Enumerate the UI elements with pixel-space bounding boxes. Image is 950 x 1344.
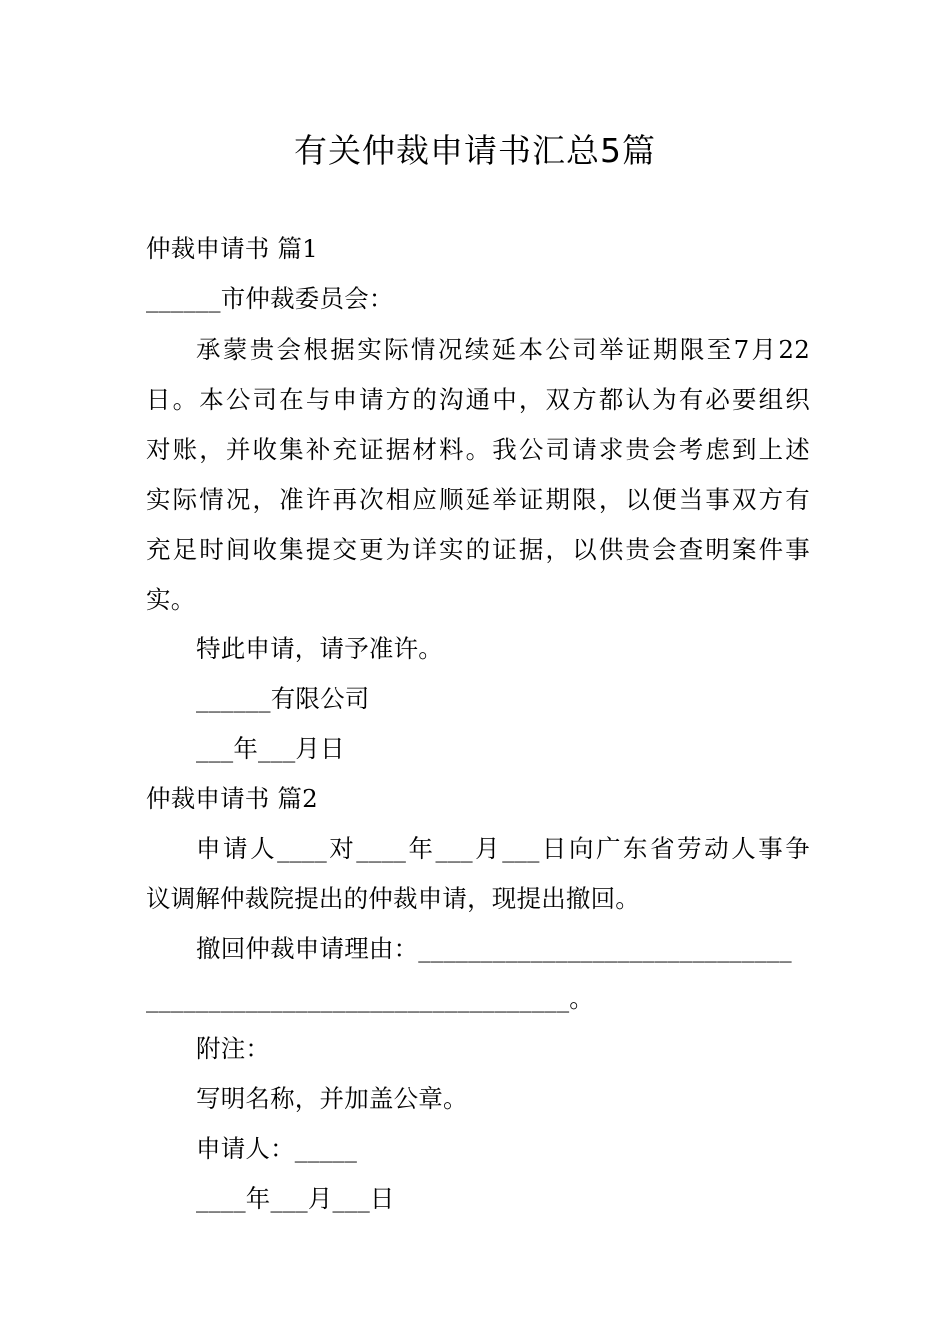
section1-request: 特此申请，请予准许。	[196, 634, 443, 663]
section2-body-line: 议调解仲裁院提出的仲裁申请，现提出撤回。	[146, 884, 640, 913]
section2-heading: 仲裁申请书 篇2	[146, 784, 318, 813]
section2-body-line: 申请人____对____年___月___日向广东省劳动人事争	[196, 834, 810, 863]
section1-body-line: 日。本公司在与申请方的沟通中，双方都认为有必要组织	[146, 385, 810, 414]
section1-body-line: 实际情况，准许再次相应顺延举证期限，以便当事双方有	[146, 485, 810, 514]
section1-body-line: 承蒙贵会根据实际情况续延本公司举证期限至7月22	[196, 335, 810, 364]
section1-date: ___年___月日	[196, 734, 345, 763]
section2-applicant: 申请人：_____	[196, 1134, 358, 1163]
document-title: 有关仲裁申请书汇总5篇	[294, 131, 656, 170]
section2-note-label: 附注：	[196, 1034, 271, 1063]
section2-reason-line: __________________________________。	[146, 984, 594, 1013]
section1-body-line: 对账，并收集补充证据材料。我公司请求贵会考虑到上述	[146, 435, 810, 464]
section1-heading: 仲裁申请书 篇1	[146, 234, 318, 263]
section2-reason-line: 撤回仲裁申请理由：______________________________	[196, 934, 792, 963]
section2-date: ____年___月___日	[196, 1184, 395, 1213]
section1-addressee: ______市仲裁委员会：	[146, 284, 394, 313]
section1-body-line: 实。	[146, 585, 196, 614]
section1-body-line: 充足时间收集提交更为详实的证据，以供贵会查明案件事	[146, 535, 810, 564]
section1-company: ______有限公司	[196, 684, 370, 713]
section2-note-text: 写明名称，并加盖公章。	[196, 1084, 468, 1113]
